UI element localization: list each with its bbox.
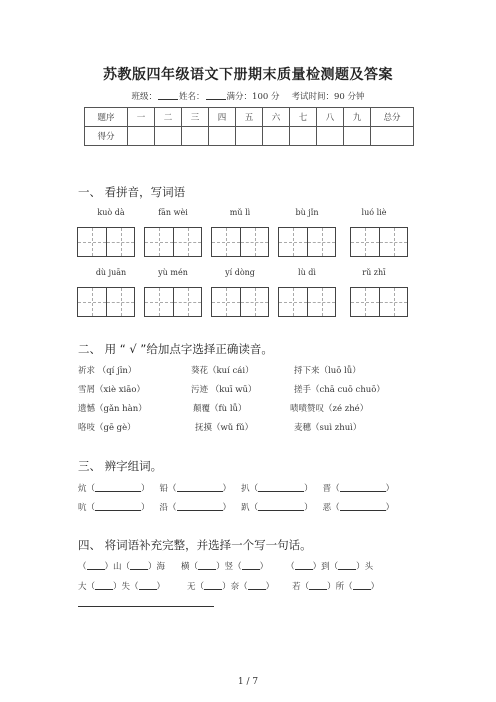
idiom-text: ） [370, 582, 380, 592]
answer-blank[interactable] [204, 580, 222, 590]
score-header-cell: 四 [209, 108, 236, 127]
answer-blank[interactable] [95, 501, 141, 511]
writing-box[interactable] [278, 227, 336, 257]
score-cell[interactable] [317, 127, 344, 146]
page-number: 1 / 7 [237, 677, 259, 687]
section4-heading: 四、 将词语补充完整，并选择一个写一句话。 [78, 538, 312, 552]
reading-option[interactable]: 遗憾（gǎn hàn） [78, 404, 147, 414]
score-table-header-row [85, 108, 414, 127]
answer-blank[interactable] [95, 580, 113, 590]
score-cell[interactable] [182, 127, 209, 146]
reading-option[interactable]: 啧啧赞叹（zé zhé） [290, 404, 369, 414]
paren: ） [222, 484, 232, 494]
score-cell[interactable] [290, 127, 317, 146]
idiom-text: ）奈（ [222, 582, 248, 592]
score-header-cell: 一 [128, 108, 155, 127]
paren: ） [222, 503, 232, 513]
full-score: 满分：100 分 [226, 92, 280, 102]
pinyin-label: luó liè [361, 208, 387, 217]
answer-blank[interactable] [139, 580, 157, 590]
writing-box[interactable] [144, 227, 202, 257]
paren: ） [141, 484, 150, 494]
class-blank [158, 90, 178, 100]
idiom-text: ） [265, 582, 275, 592]
answer-blank[interactable] [177, 501, 223, 511]
char-label: 沿（ [159, 503, 177, 513]
score-header-cell: 七 [290, 108, 317, 127]
idiom-text: ） [259, 562, 269, 572]
score-header-cell: 六 [263, 108, 290, 127]
idiom-text: ）所（ [327, 582, 353, 592]
char-label: 扒（ [241, 484, 259, 494]
char-label: 铅（ [159, 484, 177, 494]
reading-option[interactable]: 颠覆（fù lǚ） [193, 404, 247, 414]
word-group-row [78, 501, 394, 513]
score-cell[interactable] [155, 127, 182, 146]
answer-blank[interactable] [130, 560, 148, 570]
class-label: 班级： [131, 92, 158, 102]
score-header-cell: 九 [344, 108, 371, 127]
pinyin-label: dù juān [95, 268, 127, 277]
paren: ） [304, 484, 313, 494]
score-header-cell: 五 [236, 108, 263, 127]
idiom-text: ）失（ [113, 582, 139, 592]
pinyin-label: kuò dà [97, 208, 125, 217]
pinyin-label: lù dì [298, 268, 316, 277]
pinyin-label: yí dòng [225, 268, 255, 277]
idiom-row [78, 580, 379, 592]
page-title: 苏教版四年级语文下册期末质量检测题及答案 [103, 67, 393, 83]
score-cell[interactable] [128, 127, 155, 146]
answer-blank[interactable] [258, 482, 304, 492]
section1-heading: 一、 看拼音，写词语 [78, 185, 186, 199]
section3-heading: 三、 辨字组词。 [78, 459, 163, 473]
score-table [84, 107, 414, 146]
pinyin-label: mǔ lì [229, 208, 251, 217]
pinyin-label: bù jǐn [295, 208, 319, 217]
answer-blank[interactable] [95, 482, 141, 492]
idiom-text: （ [286, 562, 295, 572]
score-header-cell: 二 [155, 108, 182, 127]
answer-blank[interactable] [295, 560, 313, 570]
answer-blank[interactable] [309, 580, 327, 590]
reading-option[interactable]: 咯吱（gē gè） [78, 423, 136, 433]
writing-box[interactable] [77, 227, 135, 257]
reading-option[interactable]: 搓手（chā cuō chuō） [294, 385, 385, 395]
idiom-row [78, 560, 373, 572]
paren: ） [141, 503, 150, 513]
char-label: 恶（ [322, 503, 340, 513]
score-header-cell: 三 [182, 108, 209, 127]
writing-box[interactable] [144, 287, 202, 317]
writing-box[interactable] [211, 287, 269, 317]
pinyin-label: fān wèi [158, 208, 188, 217]
answer-blank[interactable] [340, 501, 386, 511]
paren: ） [385, 503, 395, 513]
word-group-row [78, 482, 394, 494]
score-header-cell: 八 [317, 108, 344, 127]
section2-heading: 二、 用 “ √ ”给加点字选择正确读音。 [78, 342, 273, 356]
score-row-label: 得分 [85, 127, 128, 146]
answer-blank[interactable] [340, 482, 386, 492]
answer-blank[interactable] [242, 560, 260, 570]
reading-option[interactable]: 污迹 （kuī wū） [191, 385, 257, 395]
char-label: 吭（ [78, 503, 96, 513]
answer-blank[interactable] [353, 580, 371, 590]
name-label: 姓名： [179, 92, 205, 102]
exam-info [0, 90, 496, 102]
reading-option[interactable]: 雪屑（xiè xiāo） [78, 385, 145, 395]
idiom-text: ）头 [356, 562, 374, 572]
paren: ） [385, 484, 395, 494]
reading-option[interactable]: 葵花（kuí cái） [191, 366, 254, 376]
char-label: 炕（ [78, 484, 96, 494]
exam-time: 考试时间：90 分钟 [291, 92, 365, 102]
score-cell[interactable] [263, 127, 290, 146]
idiom-text: 若（ [292, 582, 310, 592]
reading-option[interactable]: 捋下来（luō lǚ） [294, 366, 361, 376]
pinyin-label: rǔ zhī [362, 268, 386, 277]
score-cell[interactable] [209, 127, 236, 146]
idiom-text: ） [156, 582, 166, 592]
paren: ） [304, 503, 313, 513]
score-cell[interactable] [371, 127, 414, 146]
score-table-score-row [85, 127, 414, 146]
writing-box[interactable] [211, 227, 269, 257]
reading-option[interactable]: 祈求 （qí jīn） [78, 366, 137, 376]
answer-blank[interactable] [258, 501, 304, 511]
idiom-text: ）竖（ [216, 562, 242, 572]
idiom-text: 无（ [187, 582, 205, 592]
score-header-cell: 总分 [371, 108, 414, 127]
answer-blank[interactable] [338, 560, 356, 570]
answer-blank[interactable] [248, 580, 266, 590]
idiom-text: ）到（ [312, 562, 339, 572]
pinyin-label: yù mén [158, 268, 188, 277]
reading-option[interactable]: 麦穗（suì zhuì） [294, 423, 362, 433]
answer-blank[interactable] [177, 482, 223, 492]
score-cell[interactable] [236, 127, 263, 146]
idiom-text: ）山（ [104, 562, 131, 572]
name-blank [206, 90, 226, 100]
writing-box[interactable] [350, 227, 408, 257]
score-header-cell: 题序 [85, 108, 128, 127]
writing-box[interactable] [77, 287, 135, 317]
idiom-text: 横（ [181, 562, 199, 572]
score-cell[interactable] [344, 127, 371, 146]
reading-option[interactable]: 抚摸（wǔ fǔ） [195, 423, 254, 433]
idiom-text: （ [78, 562, 87, 572]
char-label: 晋（ [322, 484, 340, 494]
answer-blank[interactable] [87, 560, 105, 570]
writing-box[interactable] [278, 287, 336, 317]
answer-blank[interactable] [198, 560, 216, 570]
idiom-text: 大（ [78, 582, 96, 592]
sentence-line[interactable] [78, 606, 214, 607]
char-label: 趴（ [241, 503, 259, 513]
writing-box[interactable] [350, 287, 408, 317]
idiom-text: ）海 [148, 562, 166, 572]
